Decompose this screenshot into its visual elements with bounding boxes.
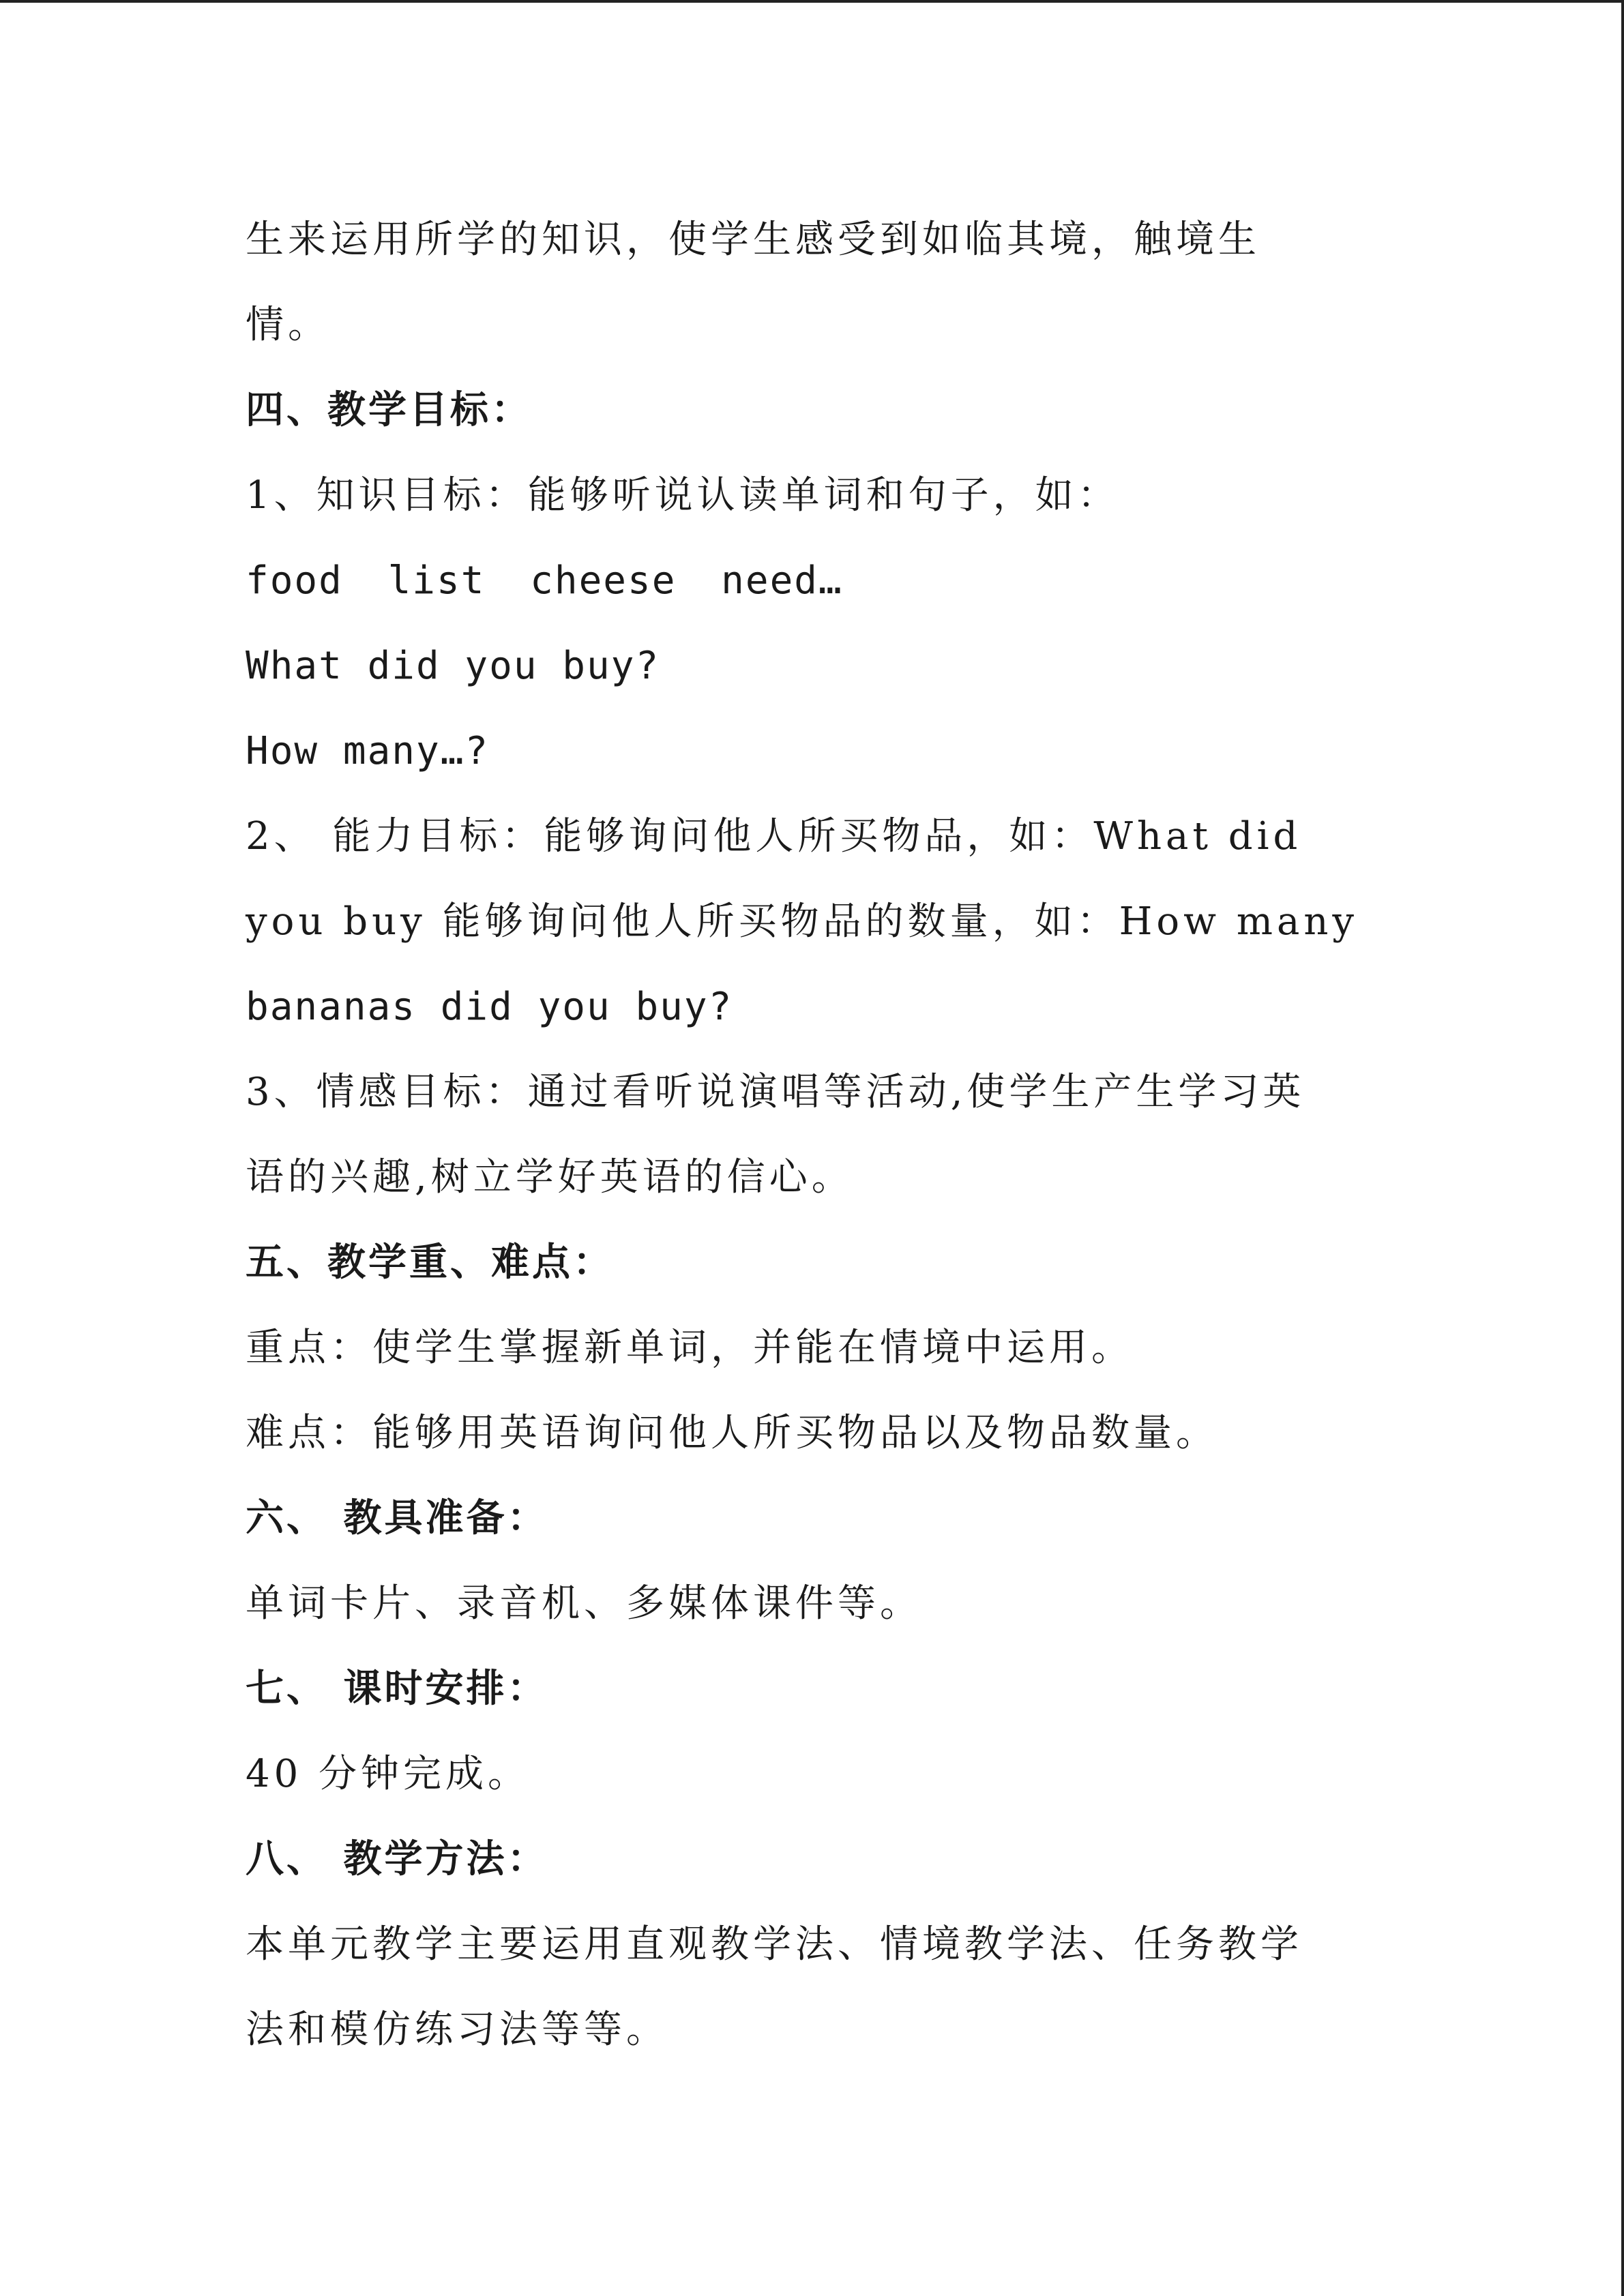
paragraph-line: 本单元教学主要运用直观教学法、情境教学法、任务教学 — [246, 1922, 1303, 1967]
paragraph-line: 单词卡片、录音机、多媒体课件等。 — [246, 1581, 922, 1626]
paragraph-line: 3、情感目标：通过看听说演唱等活动,使学生产生学习英 — [246, 1070, 1305, 1114]
sentence-line: How many…? — [246, 729, 490, 773]
sentence-line: What did you buy? — [246, 644, 660, 688]
paragraph-line: 难点：能够用英语询问他人所买物品以及物品数量。 — [246, 1411, 1218, 1455]
section-heading-schedule: 七、 课时安排： — [246, 1667, 548, 1711]
vocabulary-line: food list cheese need… — [246, 558, 843, 603]
paragraph-line: 40 分钟完成。 — [246, 1752, 531, 1796]
paragraph-line: 情。 — [246, 303, 330, 347]
section-heading-objectives: 四、教学目标： — [246, 388, 532, 432]
page-right-border — [1621, 0, 1624, 2296]
section-heading-key-points: 五、教学重、难点： — [246, 1240, 614, 1285]
paragraph-line: 1、知识目标：能够听说认读单词和句子，如： — [246, 473, 1120, 518]
paragraph-line: 语的兴趣,树立学好英语的信心。 — [246, 1155, 854, 1199]
paragraph-line: 重点：使学生掌握新单词，并能在情境中运用。 — [246, 1326, 1134, 1370]
paragraph-line: you buy 能够询问他人所买物品的数量，如：How many — [246, 899, 1359, 944]
page-top-border — [0, 0, 1624, 3]
sentence-line: bananas did you buy? — [246, 985, 733, 1029]
paragraph-line: 法和模仿练习法等等。 — [246, 2008, 668, 2052]
section-heading-teaching-aids: 六、 教具准备： — [246, 1496, 548, 1540]
paragraph-line: 生来运用所学的知识，使学生感受到如临其境，触境生 — [246, 218, 1260, 262]
section-heading-methods: 八、 教学方法： — [246, 1837, 548, 1881]
paragraph-line: 2、 能力目标：能够询问他人所买物品，如：What did — [246, 814, 1302, 859]
